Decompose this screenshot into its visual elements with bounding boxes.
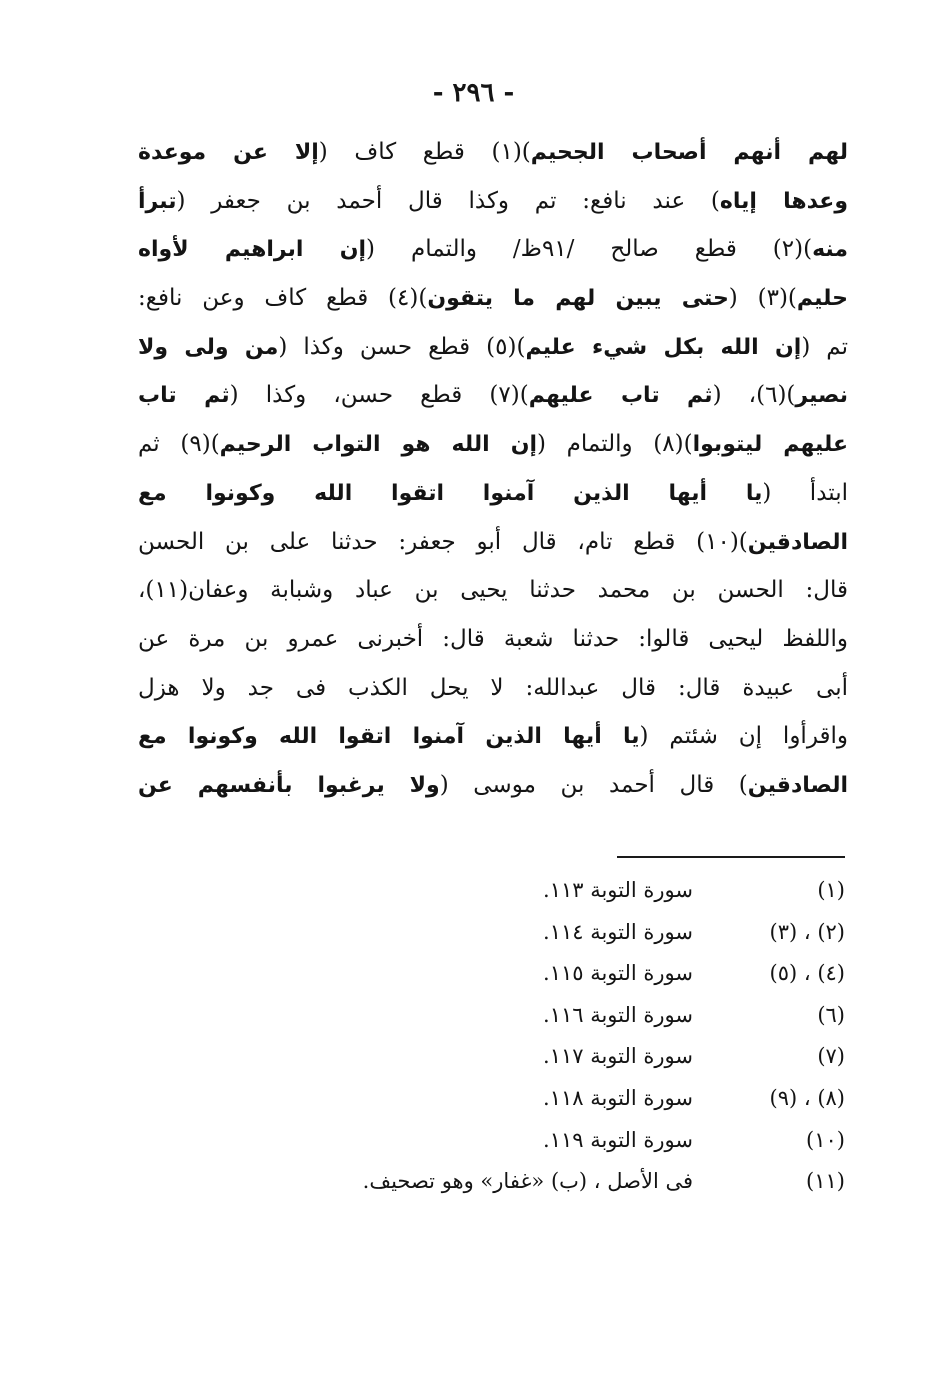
footnote-number: (٦)	[817, 1002, 845, 1027]
quran-quote: ولا يرغبوا بأنفسهم عن	[138, 772, 440, 798]
quran-quote: من ولى ولا	[138, 334, 279, 360]
commentary-text: )(٣) (	[728, 285, 797, 312]
main-text	[138, 128, 848, 810]
commentary-text: ابتدأ (	[762, 479, 848, 506]
quran-quote: الصادقين	[747, 772, 848, 798]
quran-quote: وعدها إياه	[719, 188, 848, 214]
quran-quote: يا أيها الذين آمنوا اتقوا الله وكونوا مع	[138, 480, 763, 506]
quran-quote: إن الله هو التواب الرحيم	[219, 432, 538, 458]
page-number: - ٢٩٦ -	[432, 78, 515, 108]
quran-quote: ثم تاب عليهم	[528, 383, 713, 409]
footnote	[300, 1036, 845, 1078]
quran-quote: ثم تاب	[138, 383, 230, 409]
quran-quote: حتى يبين لهم ما يتقون	[427, 286, 729, 312]
footnote-number: (٤) ، (٥)	[769, 961, 845, 986]
quran-quote: الصادقين	[747, 529, 848, 555]
commentary-text: تم (	[801, 333, 848, 360]
quran-quote: إلا عن موعدة	[138, 140, 319, 165]
commentary-text: )(٥) قطع حسن وكذا (	[278, 333, 526, 360]
text-line	[138, 566, 848, 615]
footnote-number: (٧)	[817, 1044, 845, 1069]
footnote-number: (١٠)	[806, 1127, 845, 1152]
commentary-text: قال: الحسن بن محمد حدثنا يحيى بن عباد وشبابة وعفان(١١)،	[138, 577, 848, 604]
quran-quote: حليم	[796, 286, 848, 312]
footnote	[300, 995, 845, 1037]
footnote-text: سورة التوبة ١١٨.	[543, 1085, 693, 1110]
quran-quote: إن الله بكل شيء عليم	[525, 334, 802, 360]
quran-quote: لهم أنهم أصحاب الجحيم	[530, 140, 848, 165]
text-line	[138, 371, 848, 420]
footnote-text: سورة التوبة ١١٣.	[543, 878, 693, 902]
footnote-number: (٢) ، (٣)	[769, 919, 845, 944]
text-line	[138, 712, 848, 761]
footnote	[300, 1120, 845, 1162]
footnote	[300, 870, 845, 912]
footnote-text: سورة التوبة ١١٧.	[543, 1044, 693, 1069]
text-line	[138, 177, 848, 226]
footnote	[300, 912, 845, 954]
footnote-text: سورة التوبة ١١٦.	[543, 1002, 693, 1027]
text-line	[138, 274, 848, 323]
footnote	[300, 953, 845, 995]
commentary-text: )(٢) قطع صالح /٩١ظ/ والتمام (	[366, 236, 813, 263]
commentary-text: واقرأوا إن شئتم (	[639, 723, 848, 750]
commentary-text: واللفظ ليحيى قالوا: حدثنا شعبة قال: أخبرنى عمرو بن مرة عن	[138, 625, 848, 652]
footnote-text: سورة التوبة ١١٥.	[543, 961, 693, 986]
quran-quote: عليهم ليتوبوا	[692, 432, 848, 458]
footnote-number: (٨) ، (٩)	[769, 1085, 845, 1110]
text-line	[138, 469, 848, 518]
commentary-text: )(٦)، (	[712, 382, 796, 409]
quran-quote: منه	[812, 237, 848, 263]
text-line	[138, 615, 848, 664]
text-line	[138, 420, 848, 469]
quran-quote: إن ابراهيم لأواه	[138, 237, 367, 263]
commentary-text: )(١) قطع كاف (	[318, 139, 531, 165]
quran-quote: يا أيها الذين آمنوا اتقوا الله وكونوا مع	[138, 724, 640, 750]
text-line	[138, 128, 848, 177]
commentary-text: )(١٠) قطع تام، قال أبو جعفر: حدثنا على بن الحسن	[138, 528, 748, 555]
footnote-text: سورة التوبة ١١٤.	[543, 919, 693, 944]
text-line	[138, 664, 848, 713]
commentary-text: )(٧) قطع حسن، وكذا (	[229, 382, 529, 409]
quran-quote: تبرأ	[138, 188, 177, 214]
footnote-number: (١)	[817, 878, 845, 902]
footnote-separator	[617, 856, 845, 858]
commentary-text: )(٨) والتمام (	[537, 431, 693, 458]
commentary-text: أبى عبيدة قال: قال عبدالله: لا يحل الكذب فى جد ولا هزل	[138, 674, 848, 701]
footnote	[300, 1161, 845, 1203]
text-line	[138, 518, 848, 567]
commentary-text: )(٤) قطع كاف وعن نافع:	[138, 285, 428, 312]
quran-quote: نصير	[795, 383, 848, 409]
text-line	[138, 323, 848, 372]
text-line	[138, 225, 848, 274]
commentary-text: ) قال أحمد بن موسى (	[439, 771, 748, 798]
commentary-text: ) عند نافع: تم وكذا قال أحمد بن جعفر (	[176, 187, 720, 214]
footnote-number: (١١)	[806, 1169, 845, 1194]
commentary-text: )(٩) ثم	[138, 431, 220, 458]
footnotes	[300, 870, 845, 1203]
text-line	[138, 761, 848, 810]
footnote	[300, 1078, 845, 1120]
footnote-text: فى الأصل ، (ب) «غفار» وهو تصحيف.	[362, 1169, 693, 1194]
footnote-text: سورة التوبة ١١٩.	[543, 1127, 693, 1152]
